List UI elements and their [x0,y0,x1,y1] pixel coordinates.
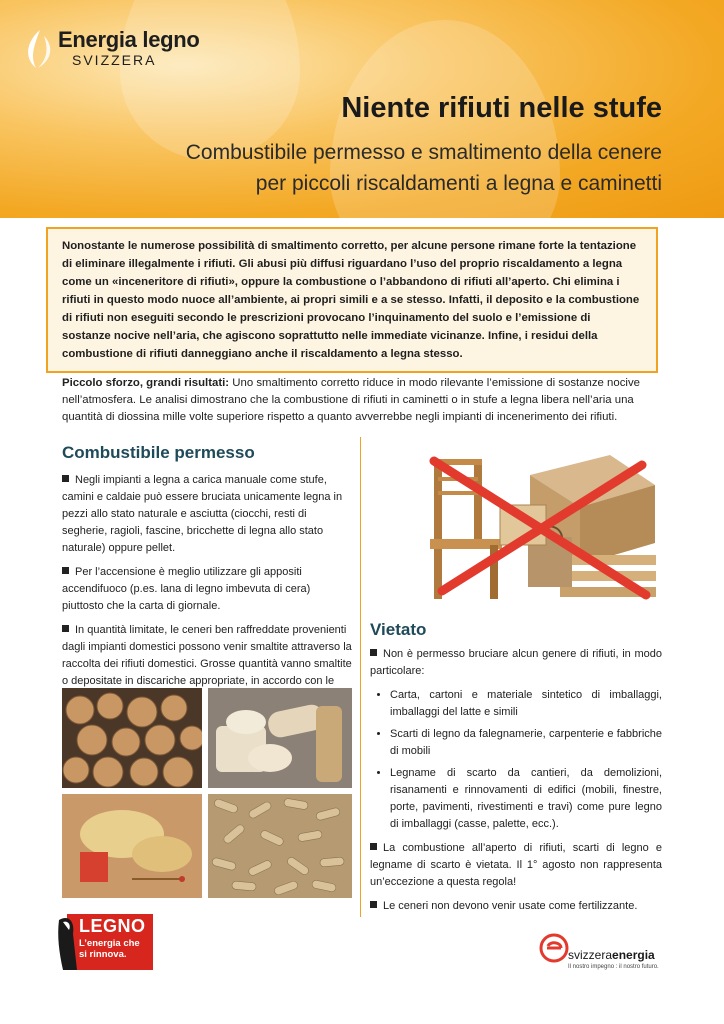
lead-paragraph [62,375,670,426]
header-banner [0,0,724,218]
svizzeraenergia-mark-icon [538,932,570,964]
legno-logo [55,912,155,972]
square-bullet-icon [370,843,377,850]
svizzeraenergia-name [568,948,655,962]
permitted-item: Negli impianti a legna a carica manuale come stufe, camini e caldaie può essere bruciata unicamente legna in pezzi allo stato naturale e asciutta (ciocchi, resti di segherie, ragioli, fascine, bricchette di legna allo stato naturale) oppure pellet. [62,474,343,554]
energia-legno-logo [22,28,200,70]
pellets-photo [208,794,352,898]
forbidden-item: Le ceneri non devono venir usate come fertilizzante. [370,898,662,915]
legno-tagline [79,938,140,960]
forbidden-item: La combustione all’aperto di rifiuti, scarti di legno e legname di scarto è vietata. Il 1° agosto non rappresenta un’eccezione a questa regola! [370,842,662,888]
svizzeraenergia-name-a: svizzera [568,948,613,962]
forbidden-item: Non è permesso bruciare alcun genere di rifiuti, in modo particolare: [370,648,662,677]
forbidden-bullet: • Carta, cartoni e materiale sintetico di imballaggi, imballaggi del latte e simili [390,687,662,721]
square-bullet-icon [62,567,69,574]
leaf-flame-icon [22,28,56,70]
svizzeraenergia-name-b: energia [612,948,655,962]
intro-box: Nonostante le numerose possibilità di smaltimento corretto, per alcune persone rimane forte la tentazione di eliminare illegalmente i rifiuti. Gli abusi più diffusi riguardano l’uso del proprio riscaldamento a legna come un «inceneritore di rifiuti», oppure la combustione o l’abbandono di rifiuti all’aperto. Chi elimina i rifiuti in questo modo nuoce all’ambiente, ai propri simili e a se stesso. Infatti, il deposito e la combustione di rifiuti non eseguiti secondo le prescrizioni provocano l’inquinamento del suolo e l’emissione di sostanze nocive nell’aria, che agiscono soprattutto nelle immediate vicinanze. Infine, i residui della combustione di rifiuti danneggiano anche il riscaldamento a legna stesso. [46,227,658,373]
page-subtitle [102,137,662,199]
permitted-item: In quantità limitate, le ceneri ben raffreddate provenienti dagli impianti domestici possono venir smaltite attraverso la raccolta dei rifiuti domestici. Grosse quantità vanno smaltite o depositate in discariche appropriate, in accordo con le [62,624,352,687]
logo-name: Energia legno [58,27,200,52]
briquettes-photo [208,688,352,788]
forbidden-list [370,646,662,922]
page-title: Niente rifiuti nelle stufe [341,92,662,124]
legno-tagline-line: si rinnova. [79,949,127,960]
square-bullet-icon [62,475,69,482]
banned-items-image [420,445,660,613]
column-divider [360,437,361,917]
square-bullet-icon [62,625,69,632]
lead-label: Piccolo sforzo, grandi risultati: [62,377,230,389]
permitted-heading: Combustibile permesso [62,443,255,462]
forbidden-bullet: • Scarti di legno da falegnamerie, carpenterie e fabbriche di mobili [390,726,662,760]
svizzeraenergia-logo [538,932,678,976]
subtitle-line: Combustibile permesso e smaltimento della cenere [185,141,662,164]
permitted-item: Per l’accensione è meglio utilizzare gli appositi accendifuoco (p.es. lana di legno imbevuta di cera) piuttosto che la carta di giornale. [62,566,311,612]
forbidden-bullets [370,687,662,833]
square-bullet-icon [370,649,377,656]
logo-subtitle: SVIZZERA [72,52,157,68]
lead-text: Uno smaltimento corretto riduce in modo rilevante l’emissione di sostanze nocive nell’atmosfera. Le analisi dimostrano che la combustione di rifiuti in caminetti o in stufe a legna libera nell’aria una quantità di diossina mille volte superiore rispetto a quanto avverrebbe negli impianti di incenerimento dei rifiuti. [62,377,640,423]
firelighters-photo [62,794,202,898]
square-bullet-icon [370,901,377,908]
forbidden-bullet: • Legname di scarto da cantieri, da demolizioni, risanamenti e rinnovamenti di edifici (mobili, finestre, porte, pavimenti, rivestimenti e travi) come pure legno di imballaggi (casse, palette, ecc.). [390,765,662,833]
legno-tagline-line: L’energia che [79,938,140,949]
permitted-list [62,472,352,714]
flame-decoration [120,0,300,160]
legno-word: LEGNO [79,916,146,936]
svizzeraenergia-tagline: Il nostro impegno : il nostro futuro. [568,964,659,970]
firewood-photo [62,688,202,788]
subtitle-line: per piccoli riscaldamenti a legna e caminetti [255,172,662,195]
forbidden-heading: Vietato [370,620,427,639]
